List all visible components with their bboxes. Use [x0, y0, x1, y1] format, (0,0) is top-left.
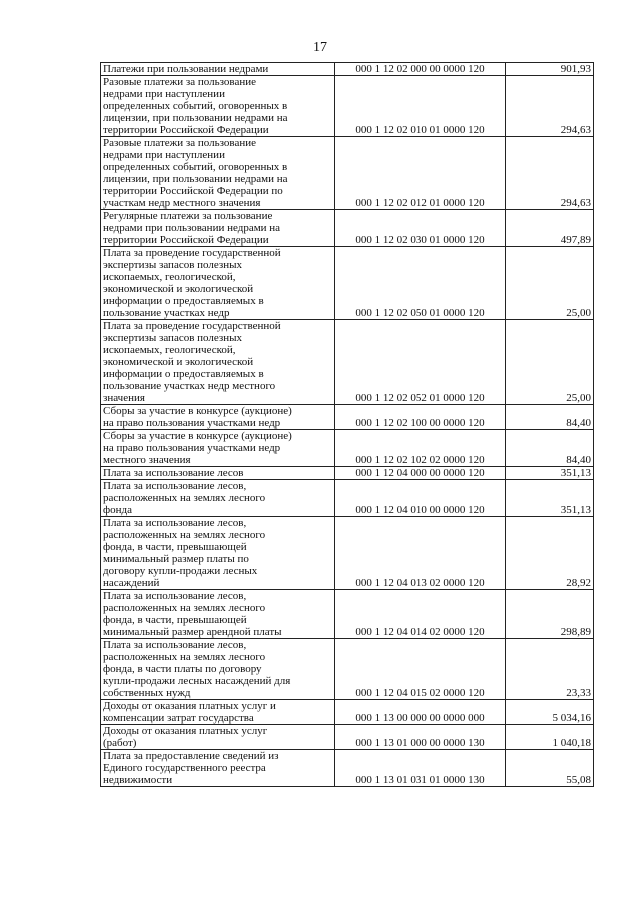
row-amount-cell: 5 034,16 — [506, 700, 594, 725]
row-code-cell: 000 1 13 00 000 00 0000 000 — [335, 700, 506, 725]
row-amount-cell: 55,08 — [506, 750, 594, 787]
row-name-cell: Разовые платежи за пользование недрами при наступлении определенных событий, оговоренных в лицензии, при пользовании недрами на территории Российской Федерации по участкам недр местного значения — [101, 137, 335, 210]
row-amount-cell: 351,13 — [506, 480, 594, 517]
table-row — [101, 639, 594, 700]
row-amount-cell: 84,40 — [506, 430, 594, 467]
row-amount-cell: 901,93 — [506, 63, 594, 76]
row-code-cell: 000 1 12 04 013 02 0000 120 — [335, 517, 506, 590]
row-name-cell: Сборы за участие в конкурсе (аукционе) на право пользования участками недр местного значения — [101, 430, 335, 467]
row-amount-cell: 497,89 — [506, 210, 594, 247]
row-amount-cell: 25,00 — [506, 247, 594, 320]
row-name-cell: Плата за проведение государственной экспертизы запасов полезных ископаемых, геологической, экономической и экологической информации о предоставляемых в пользование участках недр — [101, 247, 335, 320]
table-row — [101, 480, 594, 517]
revenue-table — [100, 62, 594, 787]
row-amount-cell: 351,13 — [506, 467, 594, 480]
table-row — [101, 430, 594, 467]
table-row — [101, 320, 594, 405]
row-amount-cell: 84,40 — [506, 405, 594, 430]
row-name-cell: Сборы за участие в конкурсе (аукционе) на право пользования участками недр — [101, 405, 335, 430]
row-code-cell: 000 1 13 01 031 01 0000 130 — [335, 750, 506, 787]
revenue-table-body — [101, 63, 594, 787]
table-row — [101, 725, 594, 750]
table-row — [101, 210, 594, 247]
row-code-cell: 000 1 12 02 100 00 0000 120 — [335, 405, 506, 430]
table-row — [101, 137, 594, 210]
row-code-cell: 000 1 12 02 012 01 0000 120 — [335, 137, 506, 210]
row-name-cell: Плата за использование лесов, расположенных на землях лесного фонда, в части платы по договору купли-продажи лесных насаждений для собственных нужд — [101, 639, 335, 700]
row-amount-cell: 298,89 — [506, 590, 594, 639]
row-amount-cell: 294,63 — [506, 76, 594, 137]
row-name-cell: Платежи при пользовании недрами — [101, 63, 335, 76]
row-code-cell: 000 1 12 02 000 00 0000 120 — [335, 63, 506, 76]
row-name-cell: Разовые платежи за пользование недрами при наступлении определенных событий, оговоренных в лицензии, при пользовании недрами на территории Российской Федерации — [101, 76, 335, 137]
row-amount-cell: 294,63 — [506, 137, 594, 210]
row-name-cell: Плата за использование лесов, расположенных на землях лесного фонда, в части, превышающей минимальный размер платы по договору купли-продажи лесных насаждений — [101, 517, 335, 590]
row-name-cell: Доходы от оказания платных услуг (работ) — [101, 725, 335, 750]
row-code-cell: 000 1 12 02 050 01 0000 120 — [335, 247, 506, 320]
row-name-cell: Регулярные платежи за пользование недрами при пользовании недрами на территории Российской Федерации — [101, 210, 335, 247]
row-code-cell: 000 1 13 01 000 00 0000 130 — [335, 725, 506, 750]
table-row — [101, 590, 594, 639]
row-amount-cell: 25,00 — [506, 320, 594, 405]
page-number: 17 — [313, 40, 327, 55]
table-row — [101, 517, 594, 590]
row-code-cell: 000 1 12 04 010 00 0000 120 — [335, 480, 506, 517]
row-code-cell: 000 1 12 04 014 02 0000 120 — [335, 590, 506, 639]
row-amount-cell: 28,92 — [506, 517, 594, 590]
row-amount-cell: 1 040,18 — [506, 725, 594, 750]
table-row — [101, 247, 594, 320]
row-code-cell: 000 1 12 02 052 01 0000 120 — [335, 320, 506, 405]
row-amount-cell: 23,33 — [506, 639, 594, 700]
table-row — [101, 467, 594, 480]
row-code-cell: 000 1 12 02 030 01 0000 120 — [335, 210, 506, 247]
row-name-cell: Доходы от оказания платных услуг и компенсации затрат государства — [101, 700, 335, 725]
row-name-cell: Плата за использование лесов — [101, 467, 335, 480]
table-row — [101, 700, 594, 725]
row-name-cell: Плата за использование лесов, расположенных на землях лесного фонда — [101, 480, 335, 517]
row-code-cell: 000 1 12 04 015 02 0000 120 — [335, 639, 506, 700]
table-row — [101, 63, 594, 76]
table-row — [101, 76, 594, 137]
row-name-cell: Плата за предоставление сведений из Единого государственного реестра недвижимости — [101, 750, 335, 787]
row-name-cell: Плата за проведение государственной экспертизы запасов полезных ископаемых, геологической, экономической и экологической информации о предоставляемых в пользование участках недр местного значения — [101, 320, 335, 405]
table-row — [101, 405, 594, 430]
row-code-cell: 000 1 12 04 000 00 0000 120 — [335, 467, 506, 480]
table-row — [101, 750, 594, 787]
row-code-cell: 000 1 12 02 010 01 0000 120 — [335, 76, 506, 137]
row-code-cell: 000 1 12 02 102 02 0000 120 — [335, 430, 506, 467]
row-name-cell: Плата за использование лесов, расположенных на землях лесного фонда, в части, превышающей минимальный размер арендной платы — [101, 590, 335, 639]
